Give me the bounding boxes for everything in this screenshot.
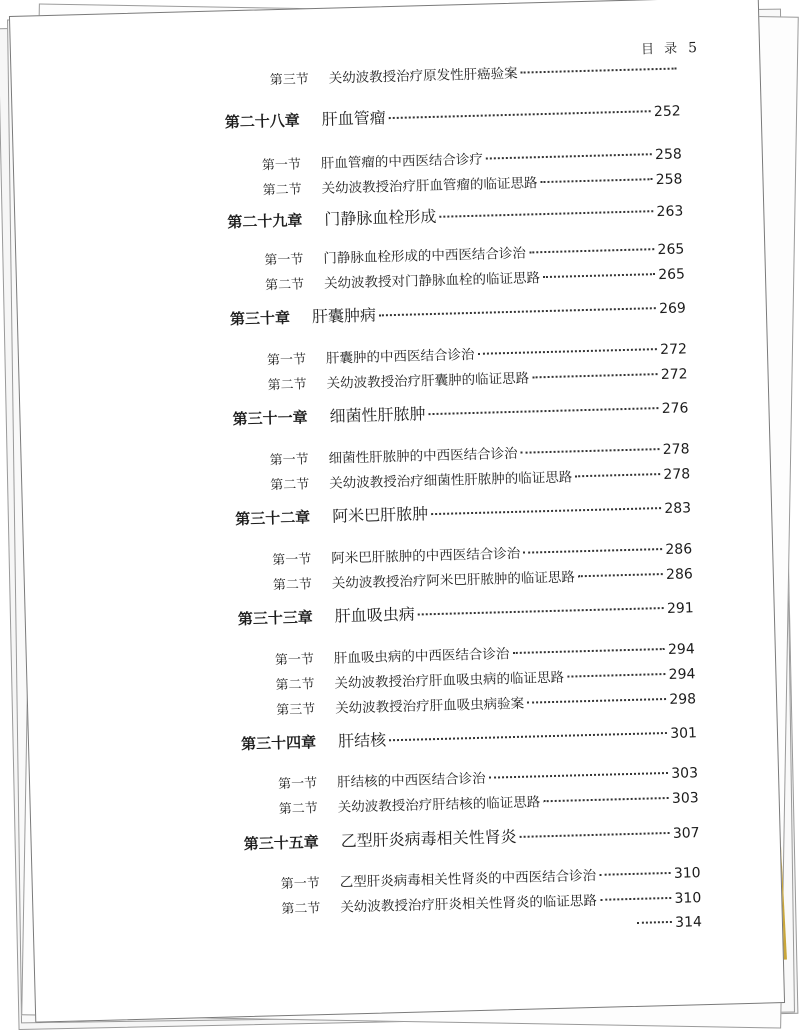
toc-section-row	[276, 687, 696, 718]
toc-section-row	[278, 786, 698, 817]
toc-number: 第一节	[266, 352, 307, 369]
toc-number: 第一节	[274, 652, 315, 669]
toc-number: 第一节	[277, 776, 318, 793]
toc-number: 第三十一章	[232, 408, 308, 429]
toc-page-number: 269	[658, 300, 687, 318]
toc-number: 第三节	[276, 702, 316, 719]
toc-leader-dots	[543, 273, 655, 278]
header-page-number: 5	[687, 39, 698, 57]
toc-title: 阿米巴肝脓肿的中西医结合诊治	[331, 545, 521, 567]
toc-title: 阿米巴肝脓肿	[331, 504, 429, 526]
toc-section-row	[265, 262, 685, 293]
toc-leader-dots	[389, 732, 667, 741]
toc-title: 关幼波教授治疗肝血管瘤的临证思路	[321, 175, 538, 197]
toc-title: 细菌性肝脓肿的中西医结合诊治	[328, 445, 518, 467]
toc-leader-dots	[578, 573, 663, 577]
toc-page-number: 286	[665, 541, 693, 558]
toc-number: 第三十四章	[240, 733, 317, 754]
toc-leader-dots	[543, 797, 669, 802]
toc-leader-dots	[512, 648, 665, 654]
toc-page-number: 294	[667, 641, 695, 658]
toc-leader-dots	[521, 68, 677, 74]
toc-title: 关幼波教授治疗原发性肝癌验案	[328, 65, 518, 87]
toc-page-number: 276	[661, 400, 689, 418]
toc-page-number: 258	[655, 171, 683, 189]
toc-title: 关幼波教授治疗肝血吸虫病验案	[334, 695, 525, 717]
header-label: 目 录	[640, 41, 681, 58]
toc-page-number: 278	[662, 441, 690, 459]
toc-page-number: 278	[663, 466, 691, 484]
toc-number: 第二十九章	[227, 211, 303, 232]
toc-title: 肝血管瘤	[321, 108, 387, 129]
toc-chapter-row	[237, 594, 693, 629]
toc-number: 第三节	[269, 72, 309, 89]
toc-leader-dots	[540, 178, 652, 183]
toc-number: 第三十三章	[237, 608, 314, 629]
toc-leader-dots	[431, 507, 661, 515]
toc-section-row	[281, 886, 701, 917]
toc-number: 第三十二章	[234, 508, 311, 529]
toc-section-row	[267, 362, 687, 393]
toc-page-number: 291	[666, 600, 694, 617]
toc-chapter-row	[241, 719, 697, 754]
toc-title: 关幼波教授治疗肝血吸虫病的临证思路	[334, 669, 565, 692]
toc-number: 第一节	[280, 876, 320, 893]
toc-title: 门静脉血栓形成的中西医结合诊治	[323, 245, 527, 267]
toc-page-number: 263	[656, 203, 684, 221]
toc-leader-dots	[529, 248, 655, 253]
toc-page-number: 310	[674, 890, 702, 907]
toc-page-number: 301	[670, 725, 698, 742]
toc-page-number: 272	[660, 366, 688, 384]
toc-title: 关幼波教授对门静脉血栓的临证思路	[323, 270, 541, 292]
toc-title: 肝结核的中西医结合诊治	[336, 770, 486, 791]
toc-chapter-row	[230, 294, 686, 329]
toc-leader-dots	[520, 832, 670, 838]
toc-chapter-row	[224, 97, 680, 132]
toc-leader-dots	[429, 407, 659, 415]
toc-title: 关幼波教授治疗肝囊肿的临证思路	[326, 370, 530, 392]
toc-title: 肝血吸虫病的中西医结合诊治	[333, 646, 510, 667]
toc-number: 第二节	[275, 677, 315, 694]
toc-page-number: 265	[658, 266, 686, 284]
toc-number: 第二节	[270, 477, 310, 494]
toc-chapter-row	[235, 494, 691, 529]
toc-title: 关幼波教授治疗细菌性肝脓肿的临证思路	[329, 469, 573, 492]
toc-leader-dots	[486, 153, 652, 159]
toc-number: 第三十五章	[243, 833, 319, 854]
toc-leader-dots	[600, 897, 672, 901]
toc-page-number: 294	[668, 666, 696, 683]
toc-leader-dots	[523, 548, 662, 554]
toc-leader-dots	[439, 210, 653, 218]
toc-page-number: 298	[669, 691, 697, 708]
toc-leader-dots	[527, 698, 666, 704]
toc-title: 细菌性肝脓肿	[329, 404, 426, 426]
toc-section-row	[269, 57, 679, 88]
toc-number: 第二节	[272, 577, 313, 594]
toc-page-number: 314	[674, 914, 703, 931]
toc-number: 第二十八章	[224, 111, 301, 132]
toc-leader-dots	[379, 307, 656, 316]
toc-title: 肝结核	[337, 730, 387, 751]
toc-title: 肝囊肿的中西医结合诊治	[325, 346, 475, 367]
toc-page-number: 303	[671, 765, 699, 782]
toc-title: 肝血管瘤的中西医结合诊疗	[320, 151, 484, 172]
toc-title: 乙型肝炎病毒相关性肾炎的中西医结合诊治	[339, 867, 597, 891]
document-page	[9, 0, 785, 1023]
toc-title: 关幼波教授治疗阿米巴肝脓肿的临证思路	[331, 569, 576, 592]
toc-number: 第二节	[267, 377, 307, 394]
toc-title: 关幼波教授治疗肝结核的临证思路	[337, 794, 541, 816]
toc-number: 第一节	[269, 452, 309, 469]
toc-section-row	[273, 562, 693, 593]
toc-page-number: 252	[653, 103, 681, 121]
toc-title: 肝血吸虫病	[334, 604, 416, 626]
toc-page-number: 307	[672, 825, 700, 842]
toc-leader-dots	[599, 872, 671, 876]
toc-number: 第二节	[264, 277, 305, 294]
toc-leader-dots	[637, 921, 672, 924]
toc-chapter-row	[232, 394, 688, 429]
toc-page-number: 265	[657, 241, 685, 259]
toc-chapter-row	[227, 197, 683, 232]
toc-leader-dots	[575, 473, 660, 477]
toc-page-number: 303	[671, 790, 699, 807]
toc-section-row	[270, 462, 690, 493]
toc-page-number: 286	[665, 566, 694, 583]
toc-leader-dots	[567, 673, 666, 678]
toc-leader-dots	[418, 607, 664, 615]
toc-chapter-row	[243, 819, 699, 854]
toc-title: 肝囊肿病	[311, 305, 377, 327]
toc-title: 门静脉血栓形成	[324, 206, 437, 229]
toc-title: 乙型肝炎病毒相关性肾炎	[340, 826, 517, 851]
toc-number: 第三十章	[229, 308, 291, 329]
toc-leader-dots	[389, 110, 651, 119]
toc-section-row	[262, 167, 682, 198]
toc-number: 第一节	[272, 552, 312, 569]
toc-page-number: 258	[654, 146, 683, 164]
toc-number: 第一节	[264, 252, 304, 269]
table-of-contents	[10, 0, 784, 1022]
toc-leader-dots	[489, 772, 669, 779]
toc-number: 第一节	[261, 157, 302, 174]
toc-section-row	[634, 914, 702, 932]
toc-leader-dots	[532, 373, 658, 378]
toc-number: 第二节	[281, 901, 321, 918]
toc-page-number: 283	[664, 500, 692, 517]
toc-leader-dots	[521, 448, 660, 454]
toc-page-number: 272	[659, 341, 688, 359]
toc-number: 第二节	[278, 801, 319, 818]
toc-number: 第二节	[262, 182, 302, 199]
toc-page-number: 310	[673, 865, 701, 882]
toc-leader-dots	[477, 348, 657, 355]
toc-title: 关幼波教授治疗肝炎相关性肾炎的临证思路	[340, 892, 598, 916]
